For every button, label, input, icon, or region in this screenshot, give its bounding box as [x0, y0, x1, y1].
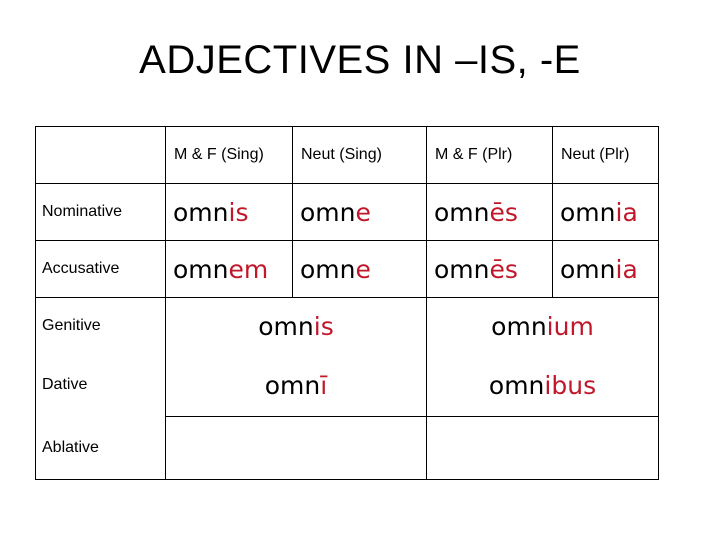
case-label-ablative: Ablative	[36, 417, 166, 480]
case-label-dative: Dative	[36, 354, 166, 417]
form-nominative-mf-plr: omnēs	[427, 184, 553, 241]
form-dative-plr: omnibus	[427, 354, 659, 417]
header-row	[36, 127, 659, 184]
header-mf-sing: M & F (Sing)	[166, 127, 293, 184]
header-neut-sing: Neut (Sing)	[293, 127, 427, 184]
form-accusative-mf-plr: omnēs	[427, 241, 553, 298]
table-row-nominative	[36, 184, 659, 241]
case-label-nominative: Nominative	[36, 184, 166, 241]
table-row-genitive	[36, 298, 659, 355]
form-genitive-plr: omnium	[427, 298, 659, 355]
form-accusative-neut-plr: omnia	[553, 241, 659, 298]
case-label-genitive: Genitive	[36, 298, 166, 355]
table-row-dative	[36, 354, 659, 417]
header-neut-plr: Neut (Plr)	[553, 127, 659, 184]
form-ablative-plr	[427, 417, 659, 480]
form-nominative-neut-sing: omne	[293, 184, 427, 241]
form-dative-sing: omnī	[166, 354, 427, 417]
table-row-ablative	[36, 417, 659, 480]
form-accusative-mf-sing: omnem	[166, 241, 293, 298]
form-nominative-neut-plr: omnia	[553, 184, 659, 241]
case-label-accusative: Accusative	[36, 241, 166, 298]
form-nominative-mf-sing: omnis	[166, 184, 293, 241]
table-row-accusative	[36, 241, 659, 298]
header-mf-plr: M & F (Plr)	[427, 127, 553, 184]
slide-title: ADJECTIVES IN –IS, -E	[139, 38, 581, 82]
header-empty-cell	[36, 127, 166, 184]
declension-table	[35, 126, 659, 480]
form-ablative-sing	[166, 417, 427, 480]
form-accusative-neut-sing: omne	[293, 241, 427, 298]
form-genitive-sing: omnis	[166, 298, 427, 355]
